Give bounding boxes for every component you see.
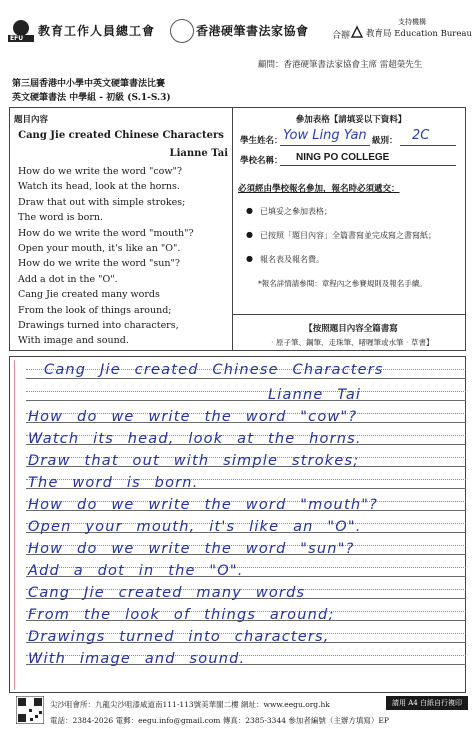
poem-line: How do we write the word "mouth"?	[18, 227, 194, 239]
form-divider	[233, 314, 466, 315]
bullet-icon: ●	[246, 254, 253, 263]
entry-details-note: *報名詳情請參閱：章程內之參賽規則及報名手續。	[258, 279, 427, 288]
efu-logo	[6, 18, 36, 44]
poem-line: Cang Jie created many words	[18, 289, 160, 301]
qr-code-icon	[16, 696, 44, 724]
poem-line: Watch its head, look at the horns.	[18, 181, 180, 193]
footer-address: 尖沙咀會所：九龍尖沙咀漆咸道南111-113號美華閣二樓 網址：www.eegu.org.hk	[50, 700, 330, 709]
org-secondary-name: 香港硬筆書法家協會	[196, 24, 309, 38]
guide-line-base	[26, 400, 466, 401]
advisor-line: 顧問：香港硬筆書法家協會主席 雷超榮先生	[258, 60, 423, 70]
student-name-label: 學生姓名：	[240, 136, 283, 146]
poem-line: Draw that out with simple strokes;	[18, 196, 186, 208]
handwritten-line: Open your mouth, it's like an "O".	[28, 519, 362, 535]
handwritten-title: Cang Jie created Chinese Characters	[44, 362, 384, 378]
guide-line-base	[26, 378, 466, 379]
bullet-icon: ●	[246, 206, 253, 215]
poem-line: How do we write the word "cow"?	[18, 166, 182, 177]
submission-rules-title: 必須經由學校報名參加，報名時必須遞交：	[238, 184, 400, 194]
handwritten-line: With image and sound.	[28, 651, 246, 667]
rule-item: 報名表及報名費。	[260, 255, 324, 264]
handwritten-line: Drawings turned into characters,	[28, 629, 330, 645]
society-seal-icon	[170, 19, 194, 43]
poem-line: How do we write the word "sun"?	[18, 258, 180, 270]
poem-lines	[18, 164, 232, 349]
topic-label: 題目內容	[14, 115, 49, 125]
rule-item: 已填妥之參加表格；	[260, 207, 332, 216]
poem-author: Lianne Tai	[169, 148, 228, 159]
footer-contact: 電話：2384-2026 電郵：eegu.info@gmail.com 傳真：2385-3344 參加者編號（主辦方填寫）EP	[50, 716, 389, 725]
logo-text: EFU	[10, 35, 24, 42]
handwritten-author: Lianne Tai	[268, 387, 362, 403]
competition-division: 英文硬筆書法 中學組 - 初級 (S.1-S.3)	[12, 93, 171, 103]
student-name-underline	[280, 145, 370, 146]
poem-line: The word is born.	[18, 212, 104, 224]
co-organizer-label: 合辦	[332, 31, 351, 41]
edb-name: 教育局 Education Bureau	[366, 29, 472, 39]
support-label: 支持機構	[398, 18, 426, 26]
handwritten-line: Watch its head, look at the horns.	[28, 431, 362, 447]
handwritten-line: Add a dot in the "O".	[28, 563, 244, 579]
rule-item: 已按照「題目內容」全篇書寫並完成寫之書寫紙；	[260, 231, 436, 240]
poem-line: Add a dot in the "O".	[18, 273, 118, 285]
copy-instruction-badge: 請用 A4 白紙自行複印	[386, 696, 468, 710]
class-field[interactable]: 2C	[412, 128, 430, 143]
student-name-field[interactable]: Yow Ling Yan	[283, 128, 367, 143]
competition-title: 第三屆香港中小學中英文硬筆書法比賽	[12, 79, 166, 89]
handwritten-line: From the look of things around;	[28, 607, 335, 623]
handwritten-line: The word is born.	[28, 475, 199, 491]
school-underline	[280, 165, 456, 166]
school-label: 學校名稱：	[240, 156, 283, 166]
margin-line	[14, 360, 15, 690]
entry-form-label: 參加表格【請填妥以下資料】	[295, 115, 407, 125]
poem-line: From the look of things around;	[18, 304, 172, 316]
class-label: 級別：	[372, 136, 398, 146]
class-underline	[400, 145, 456, 146]
poem-line: With image and sound.	[18, 335, 129, 347]
handwritten-line: Draw that out with simple strokes;	[28, 453, 360, 469]
writing-instruction-title: 【按照題目內容全篇書寫	[304, 324, 398, 334]
edb-logo-icon	[350, 24, 364, 38]
writing-tools-note: ‧原子筆、鋼筆、走珠筆、啫喱筆或水筆‧草書】	[268, 338, 434, 347]
poem-line: Drawings turned into characters,	[18, 320, 179, 332]
guide-line-dotted	[26, 391, 466, 392]
school-field[interactable]: NING PO COLLEGE	[296, 152, 390, 163]
bullet-icon: ●	[246, 230, 253, 239]
poem-line: Open your mouth, it's like an "O".	[18, 243, 181, 255]
poem-title: Cang Jie created Chinese Characters	[18, 130, 224, 141]
handwritten-line: How do we write the word "cow"?	[28, 409, 358, 425]
handwritten-line: How do we write the word "sun"?	[28, 541, 355, 557]
handwritten-line: How do we write the word "mouth"?	[28, 497, 378, 513]
handwritten-line: Cang Jie created many words	[28, 585, 306, 601]
org-primary-name: 教育工作人員總工會	[38, 24, 156, 38]
